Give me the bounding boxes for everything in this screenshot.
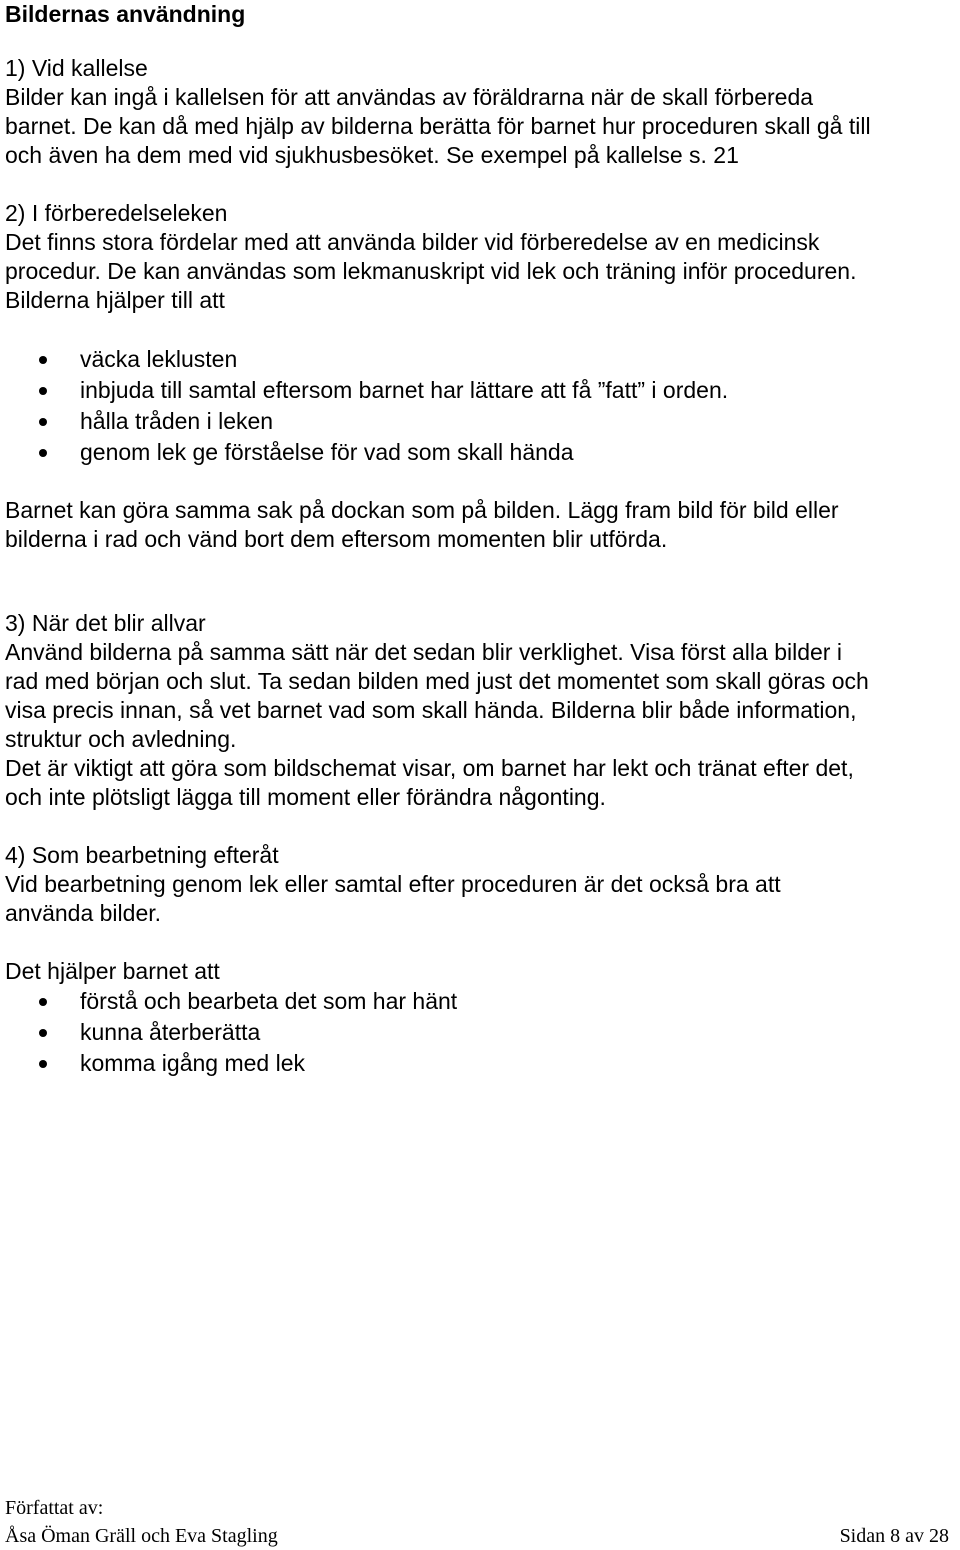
paragraph-line: Bilderna hjälper till att — [5, 287, 225, 313]
page-number: Sidan 8 av 28 — [839, 1525, 949, 1547]
section-nar-det-blir-allvar — [5, 609, 960, 812]
list-item-text: genom lek ge förståelse för vad som skall hända — [80, 439, 574, 465]
paragraph-line: Barnet kan göra samma sak på dockan som på bilden. Lägg fram bild för bild eller — [5, 497, 839, 523]
paragraph-line: barnet. De kan då med hjälp av bilderna berätta för barnet hur proceduren skall gå till — [5, 113, 871, 139]
paragraph-line: rad med början och slut. Ta sedan bilden med just det momentet som skall göras och — [5, 668, 869, 694]
footer-label: Författat av: — [5, 1497, 104, 1519]
bullet-icon — [39, 387, 47, 395]
list-item — [5, 1017, 960, 1048]
bullet-list — [5, 986, 960, 1079]
section-bearbetning-efterat — [5, 841, 960, 1079]
list-item-text: kunna återberätta — [80, 1019, 261, 1045]
footer-row — [5, 1522, 949, 1550]
bullet-icon — [39, 449, 47, 457]
list-item — [5, 344, 960, 375]
list-item-text: hålla tråden i leken — [80, 408, 274, 434]
paragraph-line: Använd bilderna på samma sätt när det sedan blir verklighet. Visa först alla bilder i — [5, 639, 842, 665]
paragraph-line: struktur och avledning. — [5, 726, 237, 752]
paragraph-line: använda bilder. — [5, 900, 162, 926]
section-heading: 4) Som bearbetning efteråt — [5, 842, 279, 868]
list-item — [5, 1048, 960, 1079]
list-item-text: väcka leklusten — [80, 346, 238, 372]
section-heading: 1) Vid kallelse — [5, 55, 148, 81]
bullet-icon — [39, 356, 47, 364]
paragraph-line: Vid bearbetning genom lek eller samtal efter proceduren är det också bra att — [5, 871, 781, 897]
list-item — [5, 406, 960, 437]
bullet-icon — [39, 998, 47, 1006]
paragraph-line: bilderna i rad och vänd bort dem eftersom momenten blir utförda. — [5, 526, 668, 552]
footer-authors: Åsa Öman Gräll och Eva Stagling — [5, 1525, 278, 1547]
list-item-text: förstå och bearbeta det som har hänt — [80, 988, 458, 1014]
paragraph-line: och även ha dem med vid sjukhusbesöket. Se exempel på kallelse s. 21 — [5, 142, 739, 168]
paragraph-line: Det är viktigt att göra som bildschemat visar, om barnet har lekt och tränat efter det, — [5, 755, 854, 781]
section-heading: 2) I förberedelseleken — [5, 200, 228, 226]
list-intro: Det hjälper barnet att — [5, 958, 220, 984]
paragraph-line: Bilder kan ingå i kallelsen för att användas av föräldrarna när de skall förbereda — [5, 84, 814, 110]
page-footer — [5, 1494, 960, 1550]
list-item-text: inbjuda till samtal eftersom barnet har lättare att få ”fatt” i orden. — [80, 377, 729, 403]
bullet-icon — [39, 1029, 47, 1037]
bullet-icon — [39, 418, 47, 426]
paragraph-line: visa precis innan, så vet barnet vad som skall hända. Bilderna blir både information, — [5, 697, 857, 723]
bullet-icon — [39, 1060, 47, 1068]
section-heading: 3) När det blir allvar — [5, 610, 206, 636]
page-title: Bildernas användning — [5, 1, 246, 27]
section-vid-kallelse — [5, 54, 960, 170]
section-forberedelseleken — [5, 199, 960, 554]
paragraph-line: procedur. De kan användas som lekmanuskript vid lek och träning inför proceduren. — [5, 258, 857, 284]
list-item — [5, 437, 960, 468]
paragraph-line: och inte plötsligt lägga till moment eller förändra någonting. — [5, 784, 606, 810]
document-page — [5, 0, 960, 1547]
bullet-list — [5, 344, 960, 468]
list-item — [5, 986, 960, 1017]
paragraph-line: Det finns stora fördelar med att använda bilder vid förberedelse av en medicinsk — [5, 229, 820, 255]
list-item — [5, 375, 960, 406]
list-item-text: komma igång med lek — [80, 1050, 305, 1076]
